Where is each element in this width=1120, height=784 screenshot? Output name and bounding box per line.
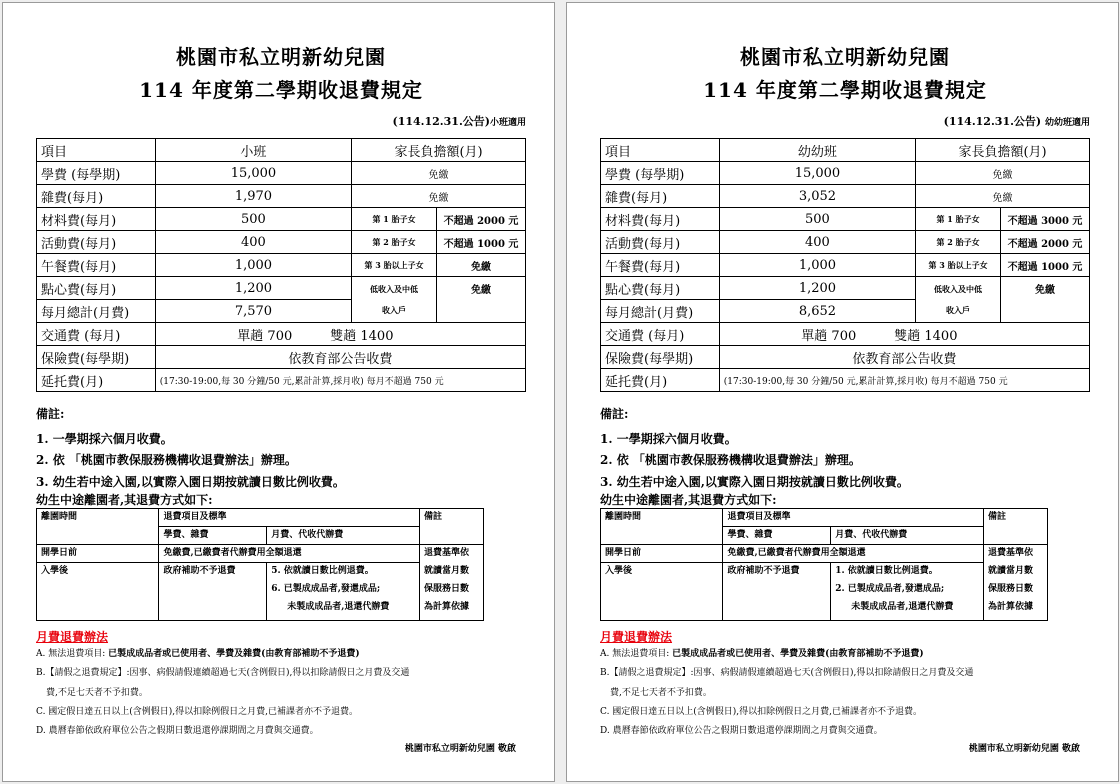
wd-row-after [37,563,484,621]
header-item: 項目 [37,139,156,162]
notes-heading: 備註: [600,407,629,421]
wd-header-row [601,509,1048,527]
header-class: 幼幼班 [719,139,915,162]
row-label: 每月總計(月費) [601,300,720,323]
note-withdraw: 幼生中途離園者,其退費方式如下: [600,493,777,507]
wd-before-text: 免繳費,已繳費者代辦費用全額退還 [159,545,420,563]
note-1: 1. 一學期採六個月收費。 [36,432,173,446]
row-label: 材料費(每月) [601,208,720,231]
row-label: 保險費(每學期) [37,346,156,369]
row-value: 1,200 [719,277,915,300]
child-rule-who: 第 1 胎子女 [916,208,1001,231]
fee-table [36,138,526,392]
row-label: 雜費(每月) [37,185,156,208]
row-value: 1,000 [155,254,351,277]
withdraw-table [600,508,1048,621]
monthly-rule-a [36,646,360,659]
wd-before-time: 開學日前 [37,545,159,563]
low-income-who [352,277,437,323]
wd-header-items: 退費項目及標準 [723,509,984,527]
row-value: 15,000 [155,162,351,185]
wd-remark-1: 退費基準依 [984,545,1048,563]
row-label: 點心費(每月) [37,277,156,300]
fee-row-lunch [37,254,526,277]
row-value: 1,200 [155,277,351,300]
low-income-line-2: 收入戶 [382,304,407,315]
fee-row-material [37,208,526,231]
wd-sub-2: 月費、代收代辦費 [267,527,420,545]
wd-after-time: 入學後 [37,563,159,621]
wd-row-before [37,545,484,563]
wd-remark-4: 為計算依據 [424,601,470,612]
fee-row-extended [37,369,526,392]
fee-row-snack [601,277,1090,300]
row-label: 延托費(月) [601,369,720,392]
monthly-refund-title: 月費退費辦法 [36,630,109,644]
row-label: 活動費(每月) [37,231,156,254]
child-rule-who: 第 1 胎子女 [352,208,437,231]
wd-header-items: 退費項目及標準 [159,509,420,527]
transport-single: 單趟 700 [237,328,293,344]
row-value: 500 [155,208,351,231]
row-label: 午餐費(每月) [37,254,156,277]
wd-after-sub1: 政府補助不予退費 [723,563,831,621]
wd-remark-4: 為計算依據 [988,601,1034,612]
monthly-refund-title: 月費退費辦法 [600,630,673,644]
wd-before-text: 免繳費,已繳費者代辦費用全額退還 [723,545,984,563]
wd-header-time: 離園時間 [601,509,723,527]
low-income-line-1: 低收入及中低 [370,283,419,294]
low-income-limit: 免繳 [437,277,526,323]
fee-row-misc [37,185,526,208]
monthly-rule-b2: 費,不足七天者不予扣費。 [610,688,712,698]
wd-remark-2: 就讀當月數 [424,565,470,576]
document-page-small-class [2,2,555,782]
wd-after-a: 5. 依就讀日數比例退費。 [271,566,374,576]
row-value: 7,570 [155,300,351,323]
wd-remark-rest [984,563,1048,621]
fee-row-snack [37,277,526,300]
row-note: 免繳 [916,185,1090,208]
fee-row-lunch [601,254,1090,277]
wd-sub-1: 學費、雜費 [723,527,831,545]
low-income-line-2: 收入戶 [946,304,971,315]
wd-sub-header-row [601,527,1048,545]
wd-sub-header-row [37,527,484,545]
row-value: 1,970 [155,185,351,208]
row-label: 學費 (每學期) [601,162,720,185]
transport-values [155,323,525,346]
notes-heading: 備註: [36,407,65,421]
wd-sub-1: 學費、雜費 [159,527,267,545]
fee-row-transport [601,323,1090,346]
header-parent: 家長負擔額(月) [352,139,526,162]
note-2: 2. 依 「桃園市教保服務機構收退費辦法」辦理。 [36,453,297,467]
wd-after-c: 未製成成品者,退還代辦費 [287,602,390,612]
wd-row-before [601,545,1048,563]
row-value: (17:30-19:00,每 30 分鐘/50 元,累計計算,採月收) 每月不超過 750 元 [155,369,525,392]
wd-after-sub2 [831,563,984,621]
row-value: 8,652 [719,300,915,323]
transport-double: 雙趟 1400 [330,328,394,344]
row-label: 活動費(每月) [601,231,720,254]
row-label: 保險費(每學期) [601,346,720,369]
monthly-rule-b2: 費,不足七天者不予扣費。 [46,688,148,698]
row-label: 延托費(月) [37,369,156,392]
notice-scope: 小班適用 [489,118,526,128]
fee-row-material [601,208,1090,231]
child-rule-limit: 不超過 3000 元 [1001,208,1090,231]
low-income-who [916,277,1001,323]
wd-remark-3: 保服務日數 [424,583,470,594]
wd-after-b: 2. 已製成成品者,發還成品; [835,584,945,594]
monthly-rule-d: D. 農曆春節依政府單位公告之假期日數退還停課期間之月費與交通費。 [600,726,883,736]
fee-row-extended [601,369,1090,392]
wd-after-time: 入學後 [601,563,723,621]
notice-scope: 幼幼班適用 [1044,118,1090,128]
notice-date: (114.12.31.公告) [943,115,1042,128]
rule-a-prefix: A. 無法退費項目: [36,649,106,659]
school-name: 桃園市私立明新幼兒園 [176,45,386,69]
note-1: 1. 一學期採六個月收費。 [600,432,737,446]
wd-after-sub2 [267,563,420,621]
notice-line [393,113,527,129]
note-2: 2. 依 「桃園市教保服務機構收退費辦法」辦理。 [600,453,861,467]
row-note: 免繳 [352,185,526,208]
wd-remark-2: 就讀當月數 [988,565,1034,576]
fee-table [600,138,1090,392]
transport-double: 雙趟 1400 [894,328,958,344]
monthly-rule-a [600,646,924,659]
row-value: 依教育部公告收費 [719,346,1089,369]
row-label: 雜費(每月) [601,185,720,208]
child-rule-limit: 免繳 [437,254,526,277]
header-item: 項目 [601,139,720,162]
monthly-rule-b1: B.【請假之退費規定】:因事、病假請假連續超過七天(含例假日),得以扣除請假日之月費及交通 [36,668,410,678]
wd-after-sub1: 政府補助不予退費 [159,563,267,621]
row-value: (17:30-19:00,每 30 分鐘/50 元,累計計算,採月收) 每月不超過 750 元 [719,369,1089,392]
wd-after-c: 未製成成品者,退還代辦費 [851,602,954,612]
child-rule-who: 第 2 胎子女 [352,231,437,254]
wd-header-time: 離園時間 [37,509,159,527]
rule-a-prefix: A. 無法退費項目: [600,649,670,659]
row-value: 1,000 [719,254,915,277]
rule-a-bold: 已製成成品者或已使用者、學費及雜費(由教育部補助不予退費) [672,649,924,659]
wd-after-b: 6. 已製成成品者,發還成品; [271,584,381,594]
header-class: 小班 [155,139,351,162]
row-label: 交通費 (每月) [601,323,720,346]
fee-row-misc [601,185,1090,208]
fee-row-activity [601,231,1090,254]
child-rule-who: 第 3 胎以上子女 [916,254,1001,277]
child-rule-who: 第 3 胎以上子女 [352,254,437,277]
child-rule-limit: 不超過 1000 元 [437,231,526,254]
wd-remark-3: 保服務日數 [988,583,1034,594]
footer-signature: 桃園市私立明新幼兒園 敬啟 [404,744,516,754]
row-note: 免繳 [352,162,526,185]
row-value: 15,000 [719,162,915,185]
fee-row-insurance [37,346,526,369]
monthly-rule-c: C. 國定假日達五日以上(含例假日),得以扣除例假日之月費,已補課者亦不予退費。 [36,707,359,717]
row-label: 點心費(每月) [601,277,720,300]
row-value: 3,052 [719,185,915,208]
fee-row-tuition [37,162,526,185]
transport-values [719,323,1089,346]
note-3: 3. 幼生若中途入園,以實際入園日期按就讀日數比例收費。 [600,475,909,489]
wd-remark-rest [420,563,484,621]
wd-sub-2: 月費、代收代辦費 [831,527,984,545]
row-label: 午餐費(每月) [601,254,720,277]
child-rule-limit: 不超過 2000 元 [437,208,526,231]
footer-signature: 桃園市私立明新幼兒園 敬啟 [968,744,1080,754]
fee-header-row [37,139,526,162]
row-label: 材料費(每月) [37,208,156,231]
row-value: 500 [719,208,915,231]
document-title: 114 年度第二學期收退費規定 [139,78,423,102]
monthly-rule-d: D. 農曆春節依政府單位公告之假期日數退還停課期間之月費與交通費。 [36,726,319,736]
row-label: 交通費 (每月) [37,323,156,346]
notice-line [944,113,1090,129]
wd-header-remark: 備註 [984,509,1048,527]
child-rule-limit: 不超過 2000 元 [1001,231,1090,254]
wd-after-a: 1. 依就讀日數比例退費。 [835,566,938,576]
monthly-rule-c: C. 國定假日達五日以上(含例假日),得以扣除例假日之月費,已補課者亦不予退費。 [600,707,923,717]
child-rule-who: 第 2 胎子女 [916,231,1001,254]
row-label: 每月總計(月費) [37,300,156,323]
row-note: 免繳 [916,162,1090,185]
row-value: 400 [155,231,351,254]
row-label: 學費 (每學期) [37,162,156,185]
rule-a-bold: 已製成成品者或已使用者、學費及雜費(由教育部補助不予退費) [108,649,360,659]
document-title: 114 年度第二學期收退費規定 [703,78,987,102]
wd-remark-1: 退費基準依 [420,545,484,563]
fee-row-tuition [601,162,1090,185]
wd-header-row [37,509,484,527]
note-3: 3. 幼生若中途入園,以實際入園日期按就讀日數比例收費。 [36,475,345,489]
school-name: 桃園市私立明新幼兒園 [740,45,950,69]
low-income-limit: 免繳 [1001,277,1090,323]
fee-row-insurance [601,346,1090,369]
document-page-toddler-class [566,2,1119,782]
wd-row-after [601,563,1048,621]
child-rule-limit: 不超過 1000 元 [1001,254,1090,277]
monthly-rule-b1: B.【請假之退費規定】:因事、病假請假連續超過七天(含例假日),得以扣除請假日之月費及交通 [600,668,974,678]
row-value: 400 [719,231,915,254]
fee-row-activity [37,231,526,254]
wd-before-time: 開學日前 [601,545,723,563]
fee-header-row [601,139,1090,162]
header-parent: 家長負擔額(月) [916,139,1090,162]
withdraw-table [36,508,484,621]
fee-row-transport [37,323,526,346]
transport-single: 單趟 700 [801,328,857,344]
low-income-line-1: 低收入及中低 [934,283,983,294]
notice-date: (114.12.31.公告) [392,115,490,128]
row-value: 依教育部公告收費 [155,346,525,369]
wd-header-remark: 備註 [420,509,484,527]
note-withdraw: 幼生中途離園者,其退費方式如下: [36,493,213,507]
